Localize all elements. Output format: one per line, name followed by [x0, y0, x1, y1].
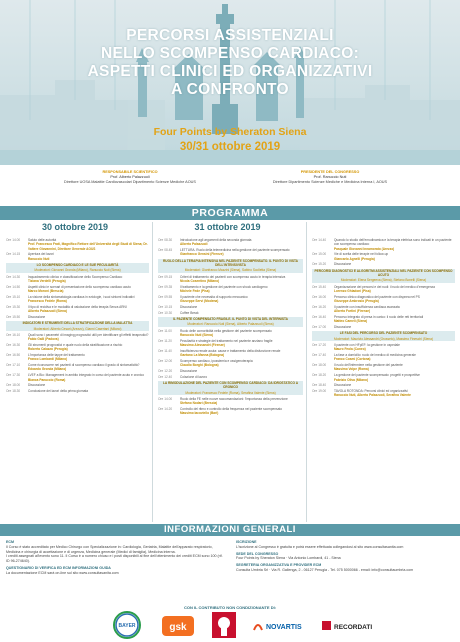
- title-line-4: A CONFRONTO: [171, 81, 289, 98]
- program-row: [312, 252, 455, 261]
- program-speaker: Alberto Palazzuoli: [180, 242, 208, 247]
- program-speaker: Prof. Francesco Frati, Magnifico Rettore dell'Università degli Studi di Siena; Dr. Valtere Giovannini, Direttore Generale AOUS: [28, 242, 148, 251]
- program-topic: Discussione: [334, 325, 352, 330]
- program-row: [312, 238, 455, 251]
- program-time: Ore 16.50: [6, 353, 21, 358]
- menarini-logo: [212, 612, 236, 638]
- program-row: [158, 375, 303, 379]
- program-topic: Percorso integrato di presa in carico: il ruolo delle reti territoriali: [334, 314, 424, 319]
- session-title: INDICATORI E STRUMENTI DELLA STRATIFICAZIONE DELLA MALATTIA: [22, 321, 133, 326]
- program-row: [6, 373, 149, 382]
- program-row: [158, 238, 303, 247]
- program-row: [158, 407, 303, 416]
- program-topic: Organizzazione dei percorsi e dei ruoli: il ruolo del medico d'emergenza: [334, 284, 435, 289]
- program-topic: Discussione: [334, 262, 352, 267]
- program-speaker: Marco Moroni (Brescia): [28, 288, 64, 293]
- program-topic: Discussione: [180, 304, 198, 309]
- program-speaker: Ranuccio Nuti, Alberto Palazzuoli, Serafina Valente: [334, 393, 411, 398]
- program-topic: Saluto delle autorità: [28, 238, 57, 242]
- column-divider: [306, 222, 307, 522]
- info-text: Four Points by Sheraton Siena · Via Antonio Lombardi, 41 - Siena: [236, 556, 341, 561]
- program-topic: Criteri di trattamento dei pazienti con scompenso acuto in terapia intensiva: [180, 274, 286, 279]
- program-time: Ore 11.00: [158, 328, 172, 333]
- program-topic: Il tipo di recidiva e le modalità di valutazione della terapia Senza ARNI: [28, 304, 127, 309]
- program-topic: La visione della sintomatologia cardiaca in eziologie, i suoi sintomi indicativi: [28, 294, 135, 299]
- program-speaker: Giuseppe Ambrosio (Perugia): [334, 299, 379, 304]
- program-time: Ore 09.35: [158, 284, 173, 289]
- day2-program: [158, 238, 303, 417]
- program-row: [6, 333, 149, 342]
- program-time: Ore 18.40: [312, 383, 327, 388]
- info-text: Consulta Umbria Srl · Via R. Gallenga, 2 - 06127 Perugia - Tel. 075 5000066 - email: info@consultaumbria.com: [236, 567, 414, 572]
- president-title: PRESIDENTE DEL CONGRESSO: [300, 170, 360, 174]
- program-topic: La gestione del paziente scompensato: progetti e prospettive: [334, 373, 420, 378]
- program-row: [158, 349, 303, 358]
- session-moderators: Moderatori: Alberto Cesari (Arezzo), Gianni Casertani (Milano): [33, 326, 122, 331]
- program-time: Ore 12.40: [158, 374, 173, 379]
- program-topic: LVEF a Bio: Management in ambito integrato in corso del paziente acuto e cronico: [28, 373, 144, 378]
- programma-heading: PROGRAMMA: [0, 206, 460, 220]
- president-name: Prof. Ranuccio Nuti: [313, 175, 347, 179]
- day2-label: 31 ottobre 2019: [194, 222, 261, 232]
- program-row: [312, 353, 455, 362]
- session-title: PERCORSI DIAGNOSTICI E ALGORITMI ASSISTENZIALI NEL PAZIENTE CON SCOMPENSO ACUTO: [314, 268, 453, 278]
- program-topic: Il paziente con insufficienza cardiaca avanzata: [334, 304, 400, 309]
- program-speaker: Claudio Borghi (Bologna): [180, 363, 219, 368]
- scientific-title: RESPONSABILE SCIENTIFICO: [102, 170, 158, 174]
- program-row: [312, 389, 455, 398]
- program-row: [158, 295, 303, 304]
- president-role: Direttore Dipartimento Scienze Mediche e Medicina Interna I, AOUS: [272, 180, 388, 184]
- program-speaker: Pasquale Giovanni Innamorato (Arezzo): [334, 246, 395, 251]
- bayer-logo: [112, 610, 142, 640]
- scientific-role: Direttore UOSA Malattie Cardiovascolari Dipartimento Scienze Mediche AOUS: [64, 180, 196, 184]
- scientific-responsible: [30, 170, 230, 185]
- session-block: [158, 317, 303, 327]
- program-topic: Il ruolo dell'infermiere nella gestione del paziente: [334, 363, 403, 368]
- program-topic: Discussione: [334, 383, 352, 388]
- program-speaker: Massimo Alessandri (Firenze): [180, 342, 225, 347]
- program-time: Ore 14.40: [312, 238, 327, 242]
- program-topic: TAVOLA ROTONDA: Percorsi clinici ed organizzativi: [334, 389, 408, 394]
- session-block: [312, 331, 455, 341]
- program-speaker: Stefano Nodari (Brescia): [180, 401, 218, 406]
- program-time: Ore 09.55: [158, 294, 173, 299]
- info-heading-item: ISCRIZIONE: [236, 540, 257, 544]
- program-speaker: Tiziana Verdelli (Perugia): [28, 278, 66, 283]
- program-row: [6, 363, 149, 372]
- program-time: Ore 17.30: [6, 373, 21, 378]
- program-topic: Scompenso cardiaco, ipossiemia e ossigenoterapia: [180, 358, 253, 363]
- recordati-logo: [322, 618, 382, 634]
- program-topic: Insufficienza renale acuta: cause e trattamento della disfunzione renale: [180, 348, 281, 353]
- info-text: I crediti assegnati all'evento sono 11. Il Corso è a numero chiuso e i posti disponibili al fine dell'ottenimento dei crediti ECM sono 100 (rif. ID 96-274640).: [6, 554, 223, 564]
- scientific-name: Prof. Alberto Palazzuoli: [110, 175, 150, 179]
- program-time: Ore 10.15: [158, 304, 173, 309]
- program-row: [312, 343, 455, 352]
- program-topic: Ruolo della FE nelle nuove raccomandazioni: l'importanza della prevenzione: [180, 396, 288, 401]
- program-topic: Introduzione agli argomenti della seconda giornata: [180, 238, 252, 242]
- program-topic: Percorso clinico diagnostico del paziente con dispnea nel PS: [334, 294, 420, 299]
- program-row: [158, 397, 303, 406]
- program-time: Ore 18.00: [6, 383, 21, 388]
- program-topic: Il paziente con HFpEF: la gestione in ospedale: [334, 342, 400, 347]
- program-row: [312, 262, 455, 266]
- program-topic: Coffee Break: [180, 310, 199, 315]
- program-row: [312, 383, 455, 387]
- program-topic: Il paziente che necessita di supporto meccanico: [180, 294, 248, 299]
- info-right: [236, 538, 454, 573]
- title-line-3: ASPETTI CLINICI ED ORGANIZZATIVI: [87, 63, 373, 80]
- program-time: Ore 14.00: [6, 238, 21, 242]
- info-heading: INFORMAZIONI GENERALI: [0, 524, 460, 536]
- congress-president: [230, 170, 430, 185]
- day2-program-continued: [312, 238, 455, 399]
- program-speaker: Roberto Caiazzo (Perugia): [28, 347, 68, 352]
- program-row: [312, 305, 455, 314]
- program-speaker: Nicola Cosentino (Milano): [180, 278, 220, 283]
- session-title: LE FASI DEL PERCORSO DEL PAZIENTE SCOMPENSATO: [339, 331, 428, 336]
- gsk-logo: [162, 616, 194, 636]
- title-line-2: NELLO SCOMPENSO CARDIACO:: [100, 45, 360, 62]
- program-row: [158, 359, 303, 368]
- program-topic: Discussione: [28, 314, 46, 319]
- program-topic: LETTURA. Ruolo della telemedicina nella gestione del paziente scompensato: [180, 248, 290, 253]
- session-block: [6, 321, 149, 331]
- info-left: [6, 538, 224, 576]
- program-topic: Gli strumenti prognostici e quale ruolo della stratificazione a rischio: [28, 342, 123, 347]
- session-block: [158, 259, 303, 273]
- program-topic: Come riconoscere nei pazienti di scompenso cardiaco il grado di sintomaticità?: [28, 363, 140, 368]
- session-moderators: Moderatori: Francesco Fedele (Roma), Serafina Valente (Siena): [185, 390, 276, 395]
- program-row: [6, 389, 149, 393]
- program-time: Ore 15.50: [6, 314, 21, 319]
- program-time: Ore 17.10: [6, 363, 21, 368]
- program-speaker: Giancarlo Agnelli (Perugia): [334, 256, 375, 261]
- event-title: [0, 27, 460, 99]
- program-row: [312, 363, 455, 372]
- program-row: [158, 339, 303, 348]
- session-moderators: Moderatori: Elena Sergeeva (Siena), Stefano Bonelli (Siena): [340, 278, 427, 283]
- program-speaker: Alberto Fortini (Firenze): [334, 309, 371, 314]
- svg-text:BAYER: BAYER: [118, 623, 136, 629]
- session-block: [158, 381, 303, 395]
- session-block: [312, 269, 455, 283]
- program-speaker: Ranuccio Nuti (Siena): [180, 332, 213, 337]
- program-time: Ore 12.00: [158, 358, 173, 363]
- novartis-logo: [252, 618, 312, 634]
- program-topic: Inquadramento clinico e classificazione dello Scompenso Cardiaco: [28, 274, 123, 279]
- program-row: [312, 285, 455, 294]
- info-heading-item: SEDE DEL CONGRESSO: [236, 551, 279, 556]
- session-moderators: Moderatori: Ranuccio Nuti (Siena), Alberto Palazzuoli (Siena): [187, 322, 274, 327]
- program-time: Ore 12.20: [158, 368, 173, 373]
- program-time: Ore 17.00: [312, 325, 327, 330]
- program-topic: Il trattamento e la gestione del paziente con shock cardiogeno: [180, 284, 268, 289]
- program-speaker: Massimo Iacoviello (Bari): [180, 411, 219, 416]
- program-speaker: Francesco Fedele (Roma): [28, 299, 67, 304]
- column-divider: [152, 222, 153, 522]
- program-time: Ore 18.20: [312, 373, 327, 378]
- program-topic: Conclusione dei lavori della prima giornata: [28, 389, 89, 394]
- program-time: Ore 17.20: [312, 342, 327, 347]
- program-time: Ore 10.30: [158, 310, 173, 315]
- program-topic: Ruolo delle comorbidità nella gestione del paziente scompensato: [180, 328, 272, 333]
- program-topic: Colazione di lavoro: [180, 374, 208, 379]
- sponsor-logos: [0, 610, 460, 640]
- svg-text:RECORDATI: RECORDATI: [334, 624, 373, 631]
- program-time: Ore 15.20: [312, 262, 327, 267]
- program-topic: Vie di scelta delle terapie nel follow-up: [334, 252, 389, 257]
- program-speaker: Lorenzo Ghiadoni (Pisa): [334, 288, 371, 293]
- program-topic: La fase a domicilio: ruolo del medico di medicina generale: [334, 353, 416, 358]
- program-row: [6, 353, 149, 362]
- day1-label: 30 ottobre 2019: [41, 222, 109, 232]
- program-row: [312, 315, 455, 324]
- program-time: Ore 15.00: [312, 252, 327, 257]
- program-row: [158, 248, 303, 257]
- program-speaker: Fabio Galli (Padova): [28, 337, 59, 342]
- program-row: [6, 305, 149, 314]
- program-row: [6, 343, 149, 352]
- program-time: Ore 11.40: [158, 348, 172, 353]
- program-time: Ore 14.20: [158, 407, 173, 411]
- program-row: [312, 373, 455, 382]
- program-speaker: Massimo Volpe (Roma): [334, 367, 369, 372]
- session-title: LA RIMODULAZIONE DEL PAZIENTE CON SCOMPENSO CARDIACO: DA IDROSTATICO A CRONICO: [162, 381, 299, 390]
- program-speaker: Gianfranco Gensini (Firenze): [180, 252, 224, 257]
- program-time: Ore 09.15: [158, 274, 173, 279]
- info-heading-item: SEGRETERIA ORGANIZZATIVA E PROVIDER ECM: [236, 563, 322, 568]
- program-speaker: Ranuccio Nuti: [28, 256, 50, 261]
- info-text: La documentazione ECM sarà on-line sul sito www.consultasanita.com: [6, 570, 119, 575]
- program-speaker: Matteo Cameli (Siena): [334, 319, 368, 324]
- program-time: Ore 14.50: [6, 284, 21, 289]
- program-time: Ore 14.30: [6, 274, 21, 279]
- session-moderators: Moderatori: Maurizio Alessandri (Grosseto), Massimo Fineschi (Siena): [333, 336, 434, 341]
- program-time: Ore 15.40: [312, 284, 327, 289]
- program-row: [158, 285, 303, 294]
- event-dates: 30/31 ottobre 2019: [179, 141, 281, 153]
- program-row: [312, 325, 455, 329]
- program-row: [158, 369, 303, 373]
- program-time: Ore 15.30: [6, 304, 21, 309]
- program-time: Ore 16.30: [6, 342, 21, 347]
- program-speaker: Gaetano La Manna (Bologna): [180, 353, 225, 358]
- session-moderators: Moderatori: Giovanni Gronda (Milano), Ranuccio Nuti (Siena): [34, 268, 121, 273]
- program-topic: Peculiarità e strategie del trattamento nel paziente anziano fragile: [180, 338, 273, 343]
- program-time: Ore 15.10: [6, 294, 21, 299]
- program-time: Ore 19.00: [312, 389, 327, 394]
- program-topic: Discussione: [180, 368, 198, 373]
- program-topic: L'importanza delle tappe del trattamento: [28, 353, 85, 358]
- program-time: Ore 18.00: [312, 363, 327, 368]
- program-row: [158, 311, 303, 315]
- session-title: RUOLO DELLA TERAPIA INTENSIVA NEL PAZIENTE SCOMPENSATO. IL PUNTO DI VISTA DELL'INTENSIVISTA: [162, 258, 298, 267]
- program-speaker: Franco Cosmi (Cortona): [334, 357, 371, 362]
- program-topic: Quando lo studio dell'emodinamica e la terapia elettrica sono indicati in un paziente con scompenso cardiaco: [334, 238, 452, 247]
- header-banner: [0, 0, 460, 165]
- program-row: [158, 275, 303, 284]
- program-row: [6, 252, 149, 261]
- program-topic: Aspetti clinici e scenari di presentazione dello scompenso cardiaco acuto: [28, 284, 131, 289]
- program-topic: Apertura dei lavori: [28, 252, 54, 257]
- session-title: LO SCOMPENSO CARDIACO E LE SUE PECULIARITÀ: [36, 262, 119, 267]
- program-time: Ore 16.00: [312, 294, 327, 299]
- program-time: Ore 08.30: [158, 238, 173, 242]
- program-speaker: Michele Fede (Pisa): [180, 288, 210, 293]
- program-speaker: Alberto Palazzuoli (Siena): [28, 309, 67, 314]
- info-text: L'iscrizione al Congresso è gratuita e potrà essere effettuata collegandosi al sito www.consultasanita.com: [236, 544, 404, 549]
- program-time: Ore 11.20: [158, 338, 172, 343]
- session-block: [6, 263, 149, 273]
- program-time: Ore 08.45: [158, 248, 173, 253]
- program-topic: Discussione: [28, 383, 46, 388]
- program-time: Ore 16.40: [312, 314, 327, 319]
- program-speaker: Bianca Panuccio (Roma): [28, 377, 66, 382]
- info-text: Il Corso è stato accreditato per Medico Chirurgo con Specializzazione in: Cardiologia, Geriatria, Malattie dell'apparato respiratorio, Medicina e chirurgia di accettazione e di urgenza, Medicina generale (Medici di famiglia), Medicina interna.: [6, 544, 213, 554]
- program-speaker: Fabrizio Oliva (Milano): [334, 377, 369, 382]
- session-moderators: Moderatori: Gianfranco Mazzini (Siena), Sabino Scolletta (Siena): [184, 268, 277, 273]
- program-row: [6, 295, 149, 304]
- program-time: Ore 16.20: [312, 304, 327, 309]
- program-speaker: Franco Lombardi (Milano): [28, 357, 68, 362]
- day1-program: [6, 238, 149, 395]
- program-speaker: Mauro Feola (Cuneo): [334, 347, 366, 352]
- program-time: Ore 14.00: [158, 396, 173, 401]
- program-row: [6, 275, 149, 284]
- program-row: [6, 238, 149, 251]
- program-speaker: Giuseppe Servi (Modena): [180, 299, 219, 304]
- program-row: [312, 295, 455, 304]
- sponsor-label: CON IL CONTRIBUTO NON CONDIZIONANTE DI:: [183, 605, 277, 610]
- program-time: Ore 17.40: [312, 353, 327, 358]
- session-title: IL PAZIENTE COMPENSATO FRAGILE. IL PUNTO DI VISTA DEL INTERNISTA: [173, 316, 288, 321]
- program-time: Ore 18.30: [6, 389, 21, 394]
- program-speaker: Edoardo Gronda (Milano): [28, 367, 67, 372]
- svg-text:gsk: gsk: [169, 622, 187, 633]
- program-row: [6, 315, 149, 319]
- info-heading-item: ECM: [6, 540, 14, 544]
- title-line-1: PERCORSI ASSISTENZIALI: [126, 27, 334, 44]
- program-row: [158, 305, 303, 309]
- program-row: [6, 383, 149, 387]
- program-time: Ore 16.10: [6, 332, 21, 337]
- info-heading-item: QUESTIONARIO DI VERIFICA ED ECM INFORMAZIONI GUIDA: [6, 565, 111, 570]
- program-row: [158, 329, 303, 338]
- program-time: Ore 14.15: [6, 252, 21, 257]
- program-topic: Quali sono i parametri di imaging prognostici utili per identificare gli effetti terapeutici?: [28, 332, 149, 337]
- svg-text:NOVARTIS: NOVARTIS: [266, 624, 302, 631]
- program-row: [6, 285, 149, 294]
- venue-name: Four Points by Sheraton Siena: [153, 126, 307, 138]
- program-topic: Controllo del ritmo e controllo della frequenza nel paziente scompensato: [180, 407, 283, 411]
